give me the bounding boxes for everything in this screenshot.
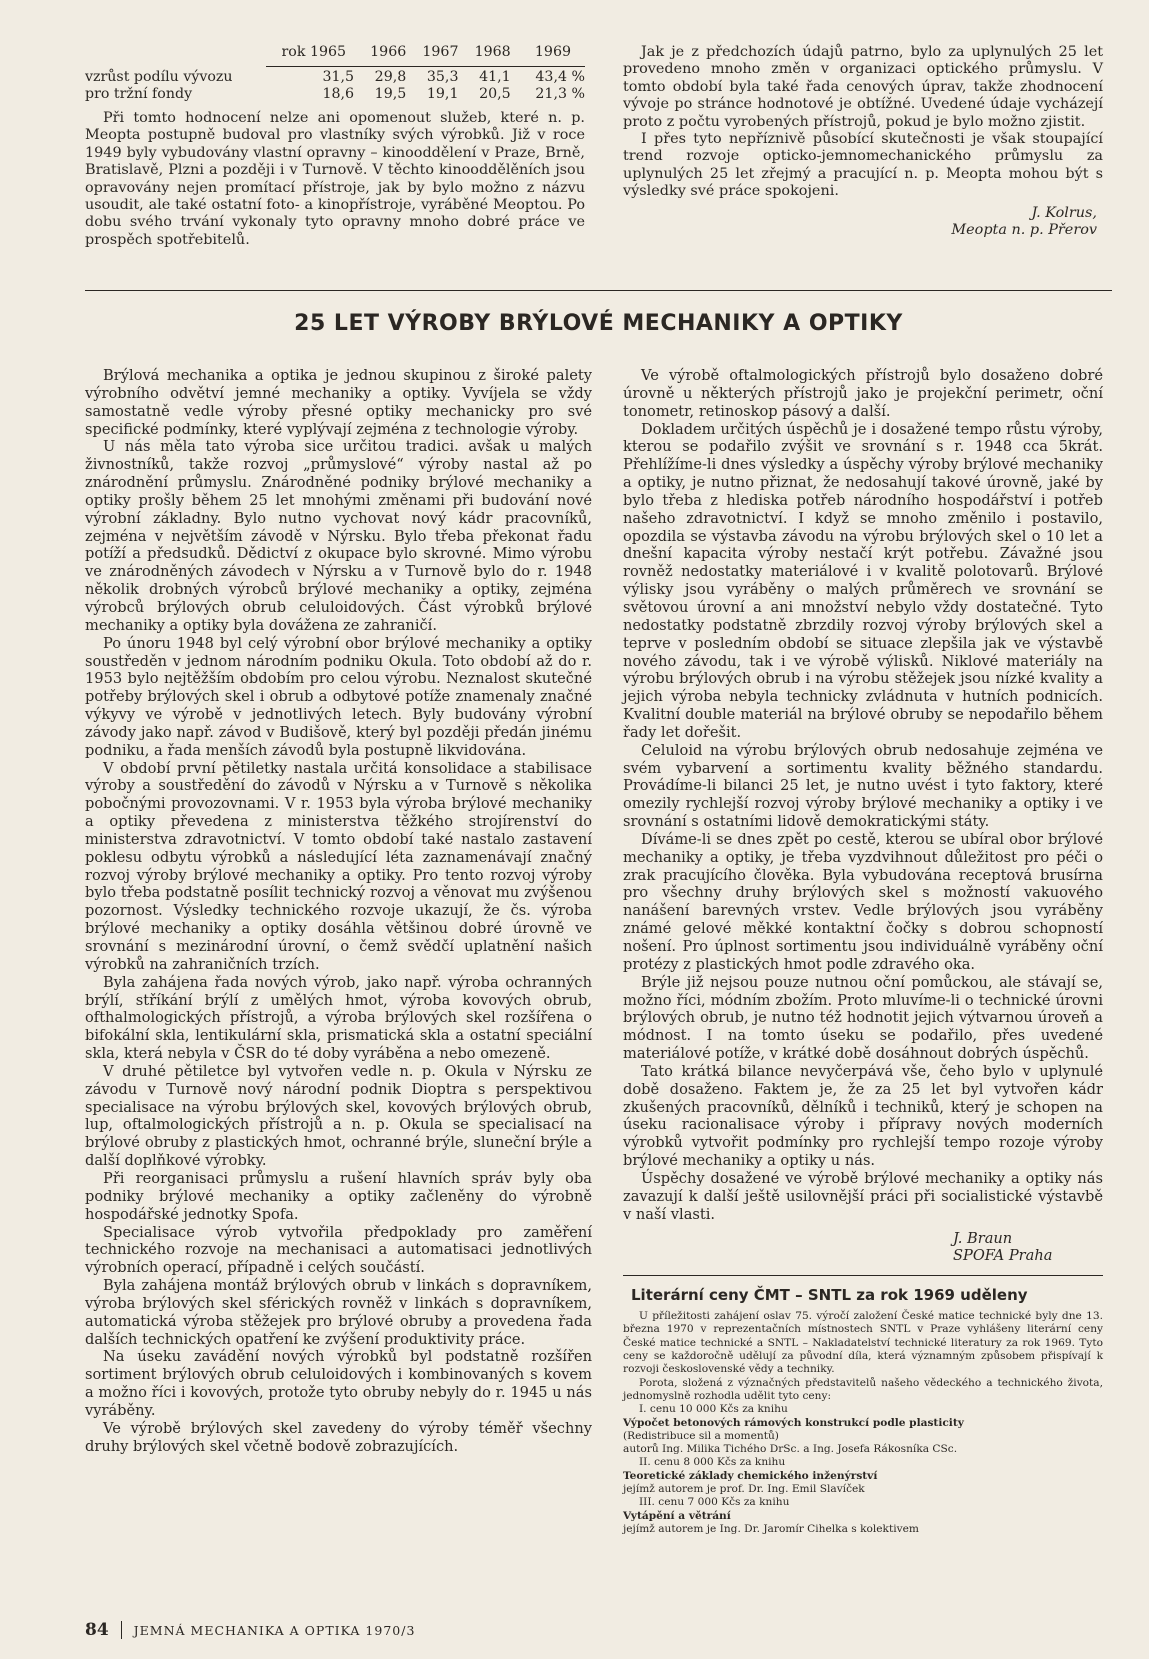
author-organization: Meopta n. p. Přerov [951,222,1097,239]
table-cell: 18,6 [322,86,355,102]
summary-paragraph: Jak je z předchozích údajů patrno, bylo za uplynulých 25 let provedeno mnoho změn v organizaci optického průmyslu. V tomto období byla také řada cenových úprav, takže zhodnocení vývoje po stránce hodnotové je obtížné. Uvedené údaje vycházejí proto z počtu vyrobených přístrojů, pokud je bylo možno zjistit. [623,44,1103,130]
article-headline: 25 LET VÝROBY BRÝLOVÉ MECHANIKY A OPTIKY [294,311,903,336]
journal-name: JEMNÁ MECHANIKA A OPTIKA 1970/3 [133,1622,416,1638]
article-left-column [85,367,592,1455]
top-right-column [623,44,1103,239]
prize-second: II. cenu 8 000 Kčs za knihu [639,1456,786,1469]
table-cell: 41,1 [479,69,511,85]
prize-book-title: Výpočet betonových rámových konstrukcí podle plasticity [623,1416,964,1429]
prize-book-subtitle: (Redistribuce sil a momentů) [623,1429,779,1442]
article-paragraph: Na úseku zavádění nových výrobků byl podstatně rozšířen sortiment brýlových obrub celuloidových i kombinovaných s kovem a možno říci i kovových, protože tyto obruby nebyly do r. 1945 u nás vyráběny. [85,1348,592,1419]
table-cell: 21,3 % [535,86,585,102]
row-label: pro tržní fondy [85,86,193,102]
article-paragraph: Specialisace výrob vytvořila předpoklady pro zaměření technického rozvoje na mechanisaci a automatisaci jednotlivých výrobních operací, případně i celých součástí. [85,1223,592,1277]
prize-third: III. cenu 7 000 Kčs za knihu [639,1496,790,1509]
table-cell: 31,5 [322,69,355,85]
table-header-row [85,44,585,67]
article-paragraph: Tato krátká bilance nevyčerpává vše, čeho bylo v uplynulé době dosaženo. Faktem je, že za 25 let byl vytvořen kádr zkušených pracovníků, dělníků i techniků, který je schopen na úseku racionalisace výroby i přípravy nových moderních výrobků vytvořit podmínky pro rychlejší tempo rozoje výroby brýlové mechaniky a optiky u nás. [623,1062,1103,1170]
table-cell: 19,1 [426,86,459,102]
article-paragraph: Dokladem určitých úspěchů je i dosažené tempo růstu výroby, kterou se podařilo zvýšit ve srovnání s r. 1948 cca 5krát. Přehlížíme-li dnes výsledky a úspěchy výroby brýlové mechaniky a optiky, je nutno přiznat, že nedosahují takové úrovně, jaké by bylo třeba z hlediska potřeb národního hospodářství i potřeb našeho zdravotnictví. I když se mnoho změnilo i postavilo, opozdila se výstavba závodu na výrobu brýlových skel o 10 let a dnešní kapacita výroby nestačí krýt potřebu. Závažné jsou rovněž nedostatky materiálové i v kvalitě polotovarů. Brýlové výlisky jsou vyráběny o malých průměrech ve srovnání se světovou úrovní a ani množství nebylo vždy dostatečné. Tyto nedostatky podstatně zbrzdily rozvoj výroby brýlových skel a teprve v posledním období se situace zlepšila jak ve výstavbě nového závodu, tak i ve výrobě výlisků. Niklové materiály na výrobu brýlových obrub i na výrobu stěžejek jsou nízké kvality a jejich výroba nebyla technicky zvládnuta v hutních podnicích. Kvalitní double materiál na brýlové obruby se nepodařilo během řady let dořešit. [623,420,1103,741]
prize-intro: U příležitosti zahájení oslav 75. výročí založení České matice technické byly dne 13. března 1970 v reprezentačních místnostech SNTL v Praze vyhlášeny literární ceny České matice technické a SNTL – Nakladatelství technické literatury za rok 1969. Tyto ceny se každoročně udělují za původní díla, která významným způsobem přispívají k rozvoji československé vědy a techniky. [623,1310,1103,1376]
table-cell: 19,5 [374,86,407,102]
year-cell: 1968 [474,44,511,60]
prize-authors: autorů Ing. Milika Tichého DrSc. a Ing. Josefa Rákosníka CSc. [623,1443,958,1456]
article-paragraph: Úspěchy dosažené ve výrobě brýlové mechaniky a optiky nás zavazují k další ještě usilovnější práci při socialistické výstavbě v naší vlasti. [623,1169,1103,1223]
article-paragraph: Brýle již nejsou pouze nutnou oční pomůckou, ale stávají se, možno říci, módním zbožím. Proto mluvíme-li o technické úrovni brýlových obrub, je nutno též hodnotit jejich výtvarnou úroveň a módnost. I na tomto úseku se podařilo, přes uvedené materiálové potíže, v krátké době dosáhnout dobrých úspěchů. [623,973,1103,1063]
article-paragraph: Brýlová mechanika a optika je jednou skupinou z široké palety výrobního odvětví jemné mechaniky a optiky. Vyvíjela se vždy samostatně vedle výroby přesné optiky mechanicky pro své specifické podmínky, které vyplývají zejména z technologie výroby. [85,367,592,438]
article-paragraph: Při reorganisaci průmyslu a rušení hlavních správ byly oba podniky brýlové mechaniky a optiky začleněny do výrobně hospodářské jednotky Spofa. [85,1169,592,1223]
author-name: J. Braun [953,1229,1013,1247]
prize-announcement-title: Literární ceny ČMT – SNTL za rok 1969 uděleny [631,1286,1028,1305]
table-cell: 29,8 [374,69,407,85]
article-paragraph: Díváme-li se dnes zpět po cestě, kterou se ubíral obor brýlové mechaniky a optiky, je třeba vyzdvihnout důležitost pro péči o zrak pracujícího člověka. Byla vybudována receptová brusírna pro všechny druhy brýlových skel s možností vakuového nanášení barevných vrstev. Vedle brýlových jsou vyráběny známé gelové měkké kontaktní čočky s dobrou schopností nošení. Pro úplnost sortimentu jsou individuálně vyráběny oční protézy z plastických hmot podle zdravého oka. [623,830,1103,973]
year-cell: rok 1965 [281,44,347,60]
article-paragraph: Byla zahájena montáž brýlových obrub v linkách s dopravníkem, výroba brýlových skel sférických rovněž v linkách s dopravníkem, automatická výroba stěžejek pro brýlové obruby a provedena řada dalších technických opatření ke zvýšení produktivity práce. [85,1277,592,1348]
box-divider [623,1275,1103,1276]
article-paragraph: Po únoru 1948 byl celý výrobní obor brýlové mechaniky a optiky soustředěn v jednom národním podniku Okula. Toto období až do r. 1953 bylo nejtěžším obdobím pro celou výrobu. Neznalost skutečné potřeby brýlových skel i obrub a odbytové potíže znamenaly značné výkyvy ve výrobě v jednotlivých letech. Byly budovány výrobní závody jako např. závod v Budišově, který byl později předán jinému podniku, a řada menších závodů byla postupně likvidována. [85,634,592,759]
prize-jury: Porota, složená z význačných představitelů našeho vědeckého a technického života, jednomyslně rozhodla udělit tyto ceny: [623,1376,1103,1402]
prize-authors: jejímž autorem je prof. Dr. Ing. Emil Slavíček [623,1483,865,1496]
page-footer [85,1620,415,1640]
article-paragraph: Celuloid na výrobu brýlových obrub nedosahuje zejména ve svém vybarvení a sortimentu kvality běžného standardu. Provádíme-li bilanci 25 let, je nutno uvést i tyto faktory, které omezily rychlejší rozvoj výroby brýlové mechaniky a optiky i ve srovnání s ostatními lidově demokratickými státy. [623,741,1103,831]
row-label: vzrůst podílu vývozu [85,69,233,85]
year-cell: 1967 [422,44,459,60]
article-paragraph: V období první pětiletky nastala určitá konsolidace a stabilisace výroby a soustředění do závodů v Nýrsku a v Turnově s několika pobočnými provozovnami. V r. 1953 byla výroba brýlové mechaniky a optiky převedena z ministerstva těžkého strojírenství do ministerstva zdravotnictví. V tomto období také nastalo zastavení poklesu odbytu výrobků a následující léta zaznamenávají značný rozvoj výroby brýlové mechaniky a optiky. Pro tento rozvoj výroby bylo třeba podstatně posílit technický rozvoj a věnovat mu zvýšenou pozornost. Výsledky technického rozvoje ukazují, že čs. výroba brýlové mechaniky a optiky dosáhla většinou dobré úrovně ve srovnání s mezinárodní úrovní, o čemž svědčí uplatnění našich výrobků na zahraničních trzích. [85,759,592,973]
prize-book-title: Vytápění a větrání [623,1509,731,1522]
article-paragraph: Ve výrobě oftalmologických přístrojů bylo dosaženo dobré úrovně u některých přístrojů jako je projekční perimetr, oční tonometr, retinoskop pásový a další. [623,367,1103,420]
table-row [85,69,585,86]
year-cell: 1966 [370,44,407,60]
article-right-column [623,367,1103,1536]
service-paragraph: Při tomto hodnocení nelze ani opomenout služeb, které n. p. Meopta postupně budoval pro vlastníky svých výrobků. Již v roce 1949 byly vybudovány vlastní opravny – kinooddělení v Praze, Brně, Bratislavě, Plzni a později i v Turnově. V těchto kinooddělěních jsou opravovány nejen promítací přístroje, jak by bylo možno z názvu usoudit, ale také ostatní foto- a kinopřístroje, vyráběné Meoptou. Po dobu svého trvání vykonaly tyto opravny mnoho dobré práce ve prospěch spotřebitelů. [85,110,585,248]
section-divider [85,290,1112,291]
prize-first: I. cenu 10 000 Kčs za knihu [639,1403,788,1416]
prize-authors: jejímž autorem je Ing. Dr. Jaromír Cihelka s kolektivem [623,1522,919,1535]
article-paragraph: Byla zahájena řada nových výrob, jako např. výroba ochranných brýlí, stříkání brýlí z umělých hmot, výroba kovových obrub, ofthalmologických přístrojů, a výroba brýlových skel rozšířena o bifokální skla, lentikulární skla, prismatická skla a ostatní speciální skla, která nebyla v ČSR do té doby vyráběna a nebo omezeně. [85,973,592,1063]
table-cell: 43,4 % [535,69,585,85]
footer-separator [121,1621,122,1639]
author-name: J. Kolrus, [1031,204,1097,221]
author-organization: SPOFA Praha [953,1247,1053,1265]
year-cell: 1969 [534,44,571,60]
table-row [85,86,585,103]
top-left-column [85,44,585,249]
table-cell: 35,3 [426,69,459,85]
prize-book-title: Teoretické základy chemického inženýrství [623,1469,878,1482]
export-share-table [85,44,585,103]
article-paragraph: Ve výrobě brýlových skel zavedeny do výroby téměř všechny druhy brýlových skel včetně bodově zobrazujících. [85,1419,592,1455]
summary-paragraph: I přes tyto nepříznivě působící skutečnosti je však stoupající trend rozvoje opticko-jemnomechanického průmyslu za uplynulých 25 let zřejmý a pracující n. p. Meopta mohou být s výsledky své práce spokojeni. [623,131,1103,200]
article-paragraph: U nás měla tato výroba sice určitou tradici. avšak u malých živnostníků, takže rozvoj „průmyslové“ výroby nastal až po znárodnění průmyslu. Znárodněné podniky brýlové mechaniky a optiky prošly během 25 let mnohými změnami při budování nové výrobní základny. Bylo nutno vychovat nový kádr pracovníků, zejména v největším závodě v Nýrsku. Bylo třeba překonat řadu potíží a předsudků. Dědictví z okupace bylo skrovné. Mimo výrobu ve znárodněných závodech v Nýrsku a v Turnově bylo do r. 1948 několik drobných výrobců brýlové mechaniky a optiky, zejména výrobců brýlových obrub celuloidových. Část výrobků brýlové mechaniky a optiky byla dovážena ze zahraničí. [85,438,592,634]
article-paragraph: V druhé pětiletce byl vytvořen vedle n. p. Okula v Nýrsku ze závodu v Turnově nový národní podnik Dioptra s perspektivou specialisace na výrobu brýlových skel, kovových brýlových obrub, lup, oftalmologických přístrojů a n. p. Okula se specialisací na brýlové obruby z plastických hmot, ochranné brýle, sluneční brýle a další doplňkové výrobky. [85,1062,592,1170]
page-number: 84 [85,1620,109,1640]
table-cell: 20,5 [479,86,511,102]
